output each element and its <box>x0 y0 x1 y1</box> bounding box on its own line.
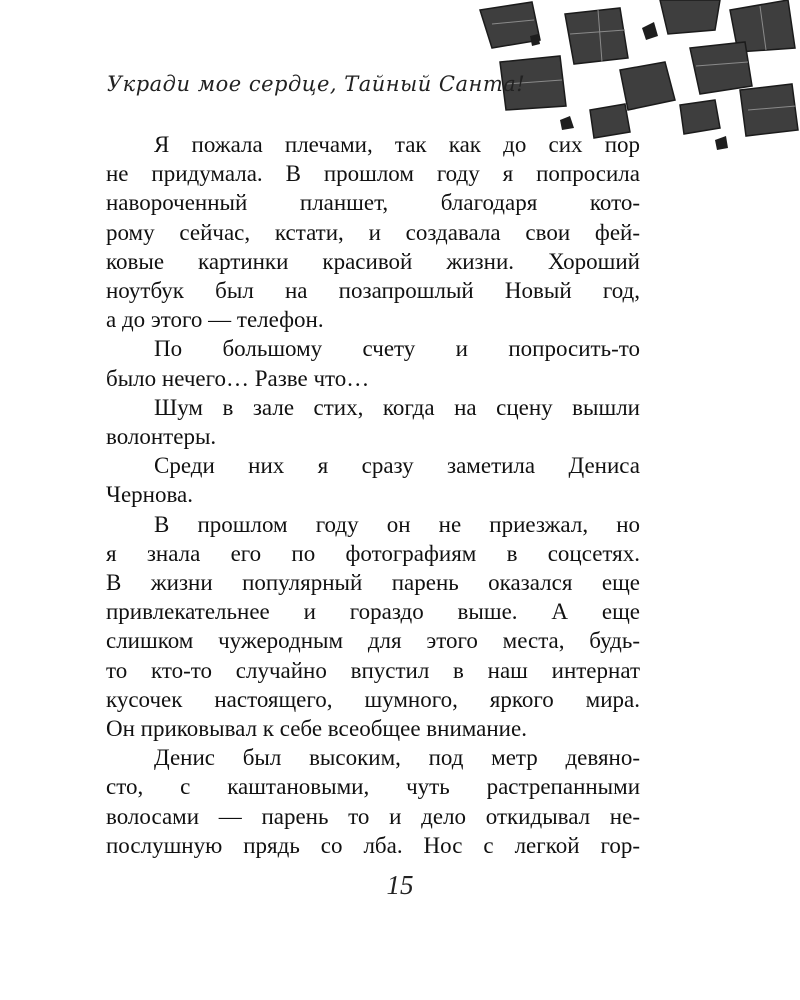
text-line: Я пожала плечами, так как до сих пор <box>154 132 640 157</box>
text-line: сто, с каштановыми, чуть растрепанными <box>106 774 640 800</box>
chocolate-piece <box>480 2 540 48</box>
text-line: я знала его по фотографиям в соцсетях. <box>106 540 640 566</box>
text-line: волонтеры. <box>106 424 217 450</box>
paragraph <box>106 451 640 509</box>
text-line: ковые картинки красивой жизни. Хороший <box>106 248 640 274</box>
text-line: В прошлом году он не приезжал, но <box>154 511 640 537</box>
text-line: послушную прядь со лба. Нос с легкой гор- <box>106 832 640 858</box>
text-line: слишком чужеродным для этого места, будь- <box>106 628 640 654</box>
text-line: Среди них я сразу заметила Дениса <box>154 453 640 479</box>
text-line: кусочек настоящего, шумного, яркого мира. <box>106 686 640 712</box>
running-header: Укради мое сердце, Тайный Санта! <box>107 72 526 96</box>
text-line: а до этого — телефон. <box>106 307 324 333</box>
paragraph <box>106 334 640 392</box>
text-line: волосами — парень то и дело откидывал не- <box>106 803 640 829</box>
text-line: Чернова. <box>106 482 193 508</box>
text-line: то кто-то случайно впустил в наш интернат <box>106 657 640 683</box>
text-line: привлекательнее и гораздо выше. А еще <box>106 599 640 625</box>
text-line: рому сейчас, кстати, и создавала свои фей- <box>106 219 640 245</box>
text-line: Шум в зале стих, когда на сцену вышли <box>154 394 640 420</box>
chocolate-piece <box>565 8 628 64</box>
chocolate-crumb <box>560 116 574 130</box>
text-line: По большому счету и попросить-то <box>154 336 640 362</box>
chocolate-crumb <box>715 136 728 150</box>
paragraph <box>106 393 640 451</box>
chocolate-piece <box>620 62 675 110</box>
text-line: навороченный планшет, благодаря кото- <box>106 190 640 216</box>
chocolate-piece <box>660 0 720 34</box>
chocolate-piece <box>680 100 720 134</box>
paragraph <box>106 510 640 744</box>
text-line: было нечего… Разве что… <box>106 365 370 391</box>
paragraph <box>106 743 640 860</box>
text-line: Денис был высоким, под метр девяно- <box>154 745 640 771</box>
text-line: Он приковывал к себе всеобщее внимание. <box>106 716 527 742</box>
page-number: 15 <box>386 870 414 900</box>
text-line: не придумала. В прошлом году я попросила <box>106 161 640 187</box>
text-line: В жизни популярный парень оказался еще <box>106 570 640 596</box>
paragraph <box>106 130 640 334</box>
text-line: ноутбук был на позапрошлый Новый год, <box>106 278 640 304</box>
chocolate-crumb <box>642 22 658 40</box>
body-text <box>106 130 640 860</box>
chocolate-piece <box>690 42 752 94</box>
